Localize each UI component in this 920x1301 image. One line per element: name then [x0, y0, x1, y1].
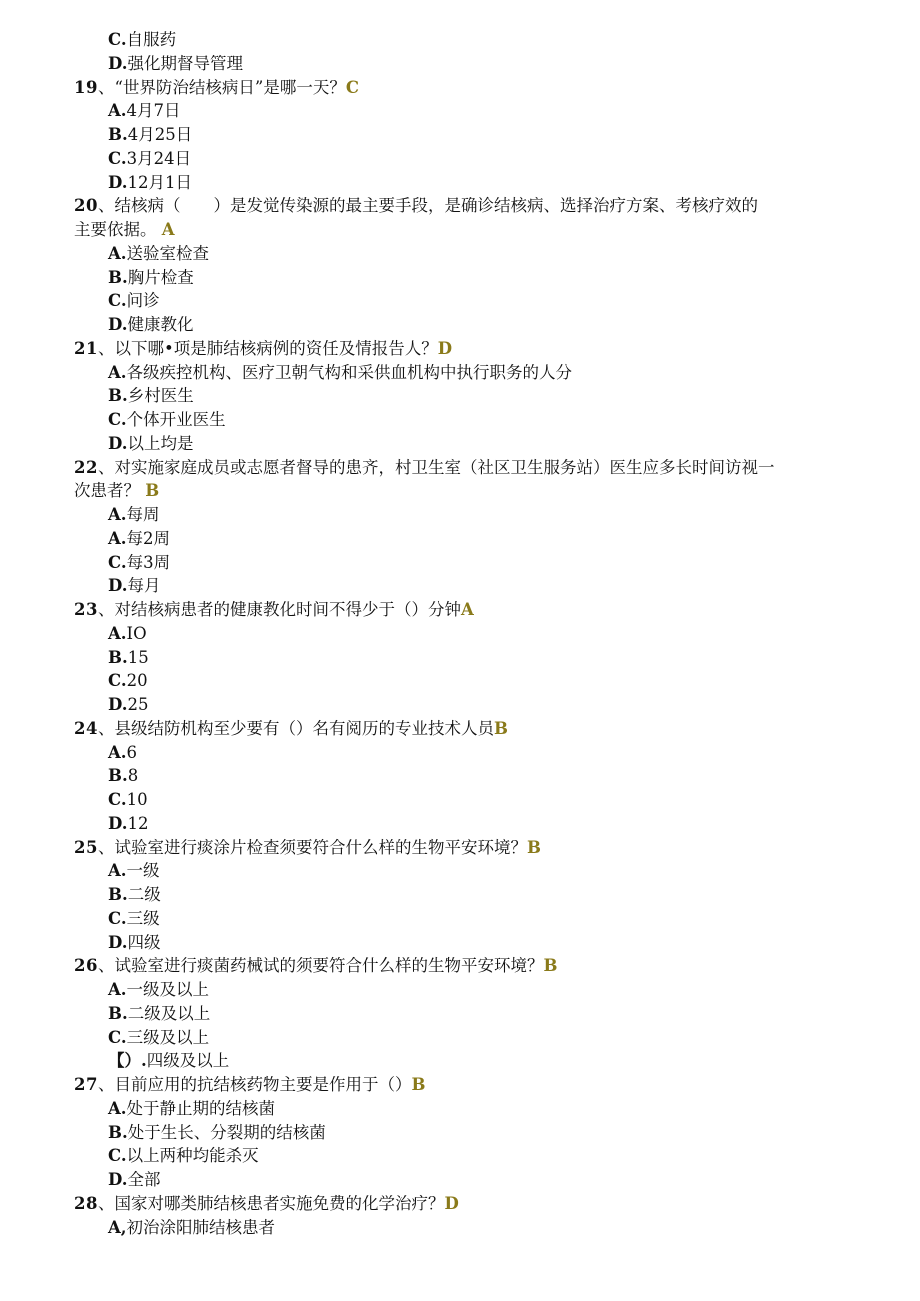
option-line: [108, 1121, 326, 1145]
option-label: C.: [108, 790, 127, 809]
option-line: [108, 883, 161, 907]
question-text: 主要依据。: [74, 220, 157, 239]
option-text: 全部: [127, 1170, 161, 1189]
option-text: 各级疾控机构、医疗卫朝气构和采供血机构中执行职务的人分: [126, 362, 573, 382]
option-text: 20: [126, 671, 148, 691]
answer-key: D: [444, 1193, 459, 1213]
option-label: 【）.: [108, 1051, 147, 1071]
option-label: D.: [108, 1170, 128, 1189]
option-text: 12月1日: [127, 172, 192, 192]
option-line: [108, 764, 138, 788]
answer-key: B: [493, 718, 508, 738]
option-label: C.: [108, 1146, 127, 1166]
option-text: 一级: [126, 861, 160, 881]
option-text: 4月25日: [127, 125, 193, 144]
option-line: [108, 1026, 209, 1050]
option-label: B.: [108, 885, 128, 904]
option-text: 6: [126, 742, 138, 762]
option-line: [108, 859, 160, 883]
option-text: 二级: [127, 885, 161, 904]
question-text: 县级结防机构至少要有（）名有阅历的专业技术人员: [114, 718, 494, 738]
option-line: [108, 669, 148, 693]
option-text: 12: [127, 813, 149, 833]
option-line: [108, 622, 147, 646]
question-line: [74, 1073, 425, 1097]
answer-key: B: [543, 956, 558, 976]
question-number: 23: [74, 600, 98, 619]
option-line: [108, 788, 148, 812]
answer-key: A: [161, 220, 175, 239]
option-line: [108, 28, 176, 52]
question-separator: 、: [97, 338, 115, 358]
option-label: B.: [108, 647, 128, 667]
option-line: [108, 289, 160, 313]
option-text: 送验室检查: [126, 243, 210, 263]
question-continuation: [74, 218, 175, 242]
option-line: [108, 147, 191, 171]
option-label: D.: [108, 315, 128, 334]
option-text: 四级: [127, 932, 161, 952]
option-text: 8: [127, 766, 139, 786]
answer-key: B: [145, 481, 160, 501]
question-line: [74, 1192, 459, 1216]
option-label: A.: [108, 528, 127, 548]
option-label: C.: [108, 148, 127, 168]
answer-key: A: [460, 600, 474, 619]
option-label: A.: [108, 505, 127, 524]
answer-key: C: [345, 77, 359, 97]
question-separator: 、: [97, 956, 115, 976]
option-label: D.: [108, 695, 128, 714]
option-line: [108, 1216, 275, 1240]
option-line: [108, 574, 160, 598]
question-separator: 、: [97, 77, 115, 97]
option-line: [108, 693, 148, 717]
option-text: 三级及以上: [126, 1027, 210, 1047]
option-label: D.: [108, 53, 128, 73]
option-text: 每周: [126, 505, 160, 524]
option-label: A.: [108, 1098, 127, 1118]
option-line: [108, 931, 160, 955]
option-line: [108, 907, 160, 931]
question-number: 26: [74, 956, 98, 976]
option-line: [108, 978, 209, 1002]
option-text: 每月: [127, 576, 161, 596]
option-text: 处于静止期的结核菌: [126, 1098, 276, 1118]
option-text: 每3周: [126, 552, 171, 572]
option-label: C.: [108, 908, 127, 928]
option-label: B.: [108, 1003, 128, 1023]
option-line: [108, 432, 193, 456]
option-text: 以上两种均能杀灭: [126, 1146, 259, 1166]
question-number: 19: [74, 77, 98, 97]
option-label: A.: [108, 980, 127, 999]
option-line: [108, 1168, 160, 1192]
option-line: [108, 99, 181, 123]
option-text: 处于生长、分裂期的结核菌: [127, 1122, 326, 1142]
question-separator: 、: [97, 1193, 115, 1213]
option-text: 10: [126, 790, 148, 809]
option-label: C.: [108, 410, 127, 429]
option-line: [108, 52, 243, 76]
option-label: D.: [108, 172, 128, 192]
option-text: 自服药: [126, 30, 177, 49]
option-text: 25: [127, 695, 149, 714]
option-label: D.: [108, 576, 128, 596]
question-text: 对实施家庭成员或志愿者督导的患齐，村卫生室（社区卫生服务站）医生应多长时间访视一: [114, 457, 775, 477]
option-text: IO: [126, 623, 147, 643]
question-text: 对结核病患者的健康教化时间不得少于（）分钟: [114, 600, 461, 619]
answer-key: D: [437, 338, 453, 358]
question-text: 试验室进行痰菌药械试的须要符合什么样的生物平安环境？: [114, 956, 544, 976]
option-text: 4月7日: [126, 101, 181, 121]
option-label: A.: [108, 243, 127, 263]
option-text: 以上均是: [127, 433, 194, 453]
option-line: [108, 527, 170, 551]
option-label: B.: [108, 1122, 128, 1142]
question-text: 目前应用的抗结核药物主要是作用于（）: [114, 1075, 412, 1094]
question-line: [74, 717, 508, 741]
question-number: 25: [74, 837, 98, 857]
question-line: [74, 954, 557, 978]
option-line: [108, 266, 194, 290]
option-line: [108, 123, 192, 147]
option-line: [108, 812, 148, 836]
question-text: 国家对哪类肺结核患者实施免费的化学治疗？: [114, 1193, 445, 1213]
option-text: 四级及以上: [146, 1051, 230, 1071]
option-text: 二级及以上: [127, 1003, 211, 1023]
question-line: [74, 76, 359, 100]
option-text: 初治涂阳肺结核患者: [126, 1217, 276, 1237]
option-line: [108, 1144, 259, 1168]
question-continuation: [74, 479, 159, 503]
option-line: [108, 242, 209, 266]
option-line: [108, 384, 194, 408]
option-label: B.: [108, 267, 128, 287]
option-line: [108, 361, 572, 385]
option-text: 问诊: [126, 291, 160, 311]
option-line: [108, 1002, 210, 1026]
option-line: [108, 1097, 275, 1121]
option-text: 胸片检查: [127, 267, 194, 287]
option-text: 一级及以上: [126, 980, 210, 999]
option-text: 健康教化: [127, 315, 194, 334]
option-text: 15: [127, 647, 149, 667]
option-text: 个体开业医生: [126, 410, 226, 429]
question-text: 试验室进行痰涂片检查须要符合什么样的生物平安环境？: [114, 837, 527, 857]
question-line: [74, 337, 452, 361]
option-label: A.: [108, 101, 127, 121]
answer-key: B: [411, 1075, 426, 1094]
question-separator: 、: [97, 837, 115, 857]
question-number: 27: [74, 1075, 98, 1094]
question-separator: 、: [97, 457, 115, 477]
option-line: [108, 551, 170, 575]
question-line: [74, 194, 758, 218]
option-text: 每2周: [126, 528, 171, 548]
option-label: A.: [108, 742, 127, 762]
question-text: “世界防治结核病日”是哪一天？: [114, 77, 346, 97]
option-label: A,: [108, 1217, 127, 1237]
option-line: [108, 503, 160, 527]
option-text: 三级: [126, 908, 160, 928]
option-label: D.: [108, 433, 128, 453]
option-label: C.: [108, 671, 127, 691]
question-separator: 、: [97, 196, 115, 216]
option-label: C.: [108, 291, 127, 311]
option-line: [108, 408, 226, 432]
question-number: 28: [74, 1193, 98, 1213]
option-label: C.: [108, 1027, 127, 1047]
option-label: D.: [108, 813, 128, 833]
option-text: 乡村医生: [127, 386, 194, 406]
question-text: 以下哪•项是肺结核病例的资任及情报告人？: [114, 338, 438, 358]
question-separator: 、: [97, 1075, 115, 1094]
question-number: 24: [74, 718, 98, 738]
option-label: A.: [108, 861, 127, 881]
option-line: [108, 741, 137, 765]
option-line: [108, 1049, 229, 1073]
question-line: [74, 598, 474, 622]
option-line: [108, 171, 192, 195]
question-line: [74, 836, 541, 860]
question-separator: 、: [97, 718, 115, 738]
question-text: 次患者？: [74, 481, 140, 501]
option-text: 强化期督导管理: [127, 53, 243, 73]
option-label: D.: [108, 932, 128, 952]
question-number: 21: [74, 338, 98, 358]
question-line: [74, 456, 774, 480]
option-label: C.: [108, 552, 127, 572]
answer-key: B: [526, 837, 541, 857]
option-label: C.: [108, 30, 127, 49]
option-label: A.: [108, 623, 127, 643]
option-label: B.: [108, 386, 128, 406]
option-line: [108, 313, 193, 337]
option-label: B.: [108, 125, 128, 144]
question-separator: 、: [97, 600, 115, 619]
question-number: 20: [74, 196, 98, 216]
question-text: 结核病（ ）是发觉传染源的最主要手段，是确诊结核病、选择治疗方案、考核疗效的: [114, 196, 758, 216]
option-line: [108, 646, 149, 670]
option-text: 3月24日: [126, 148, 192, 168]
option-label: B.: [108, 766, 128, 786]
question-number: 22: [74, 457, 98, 477]
option-label: A.: [108, 362, 127, 382]
